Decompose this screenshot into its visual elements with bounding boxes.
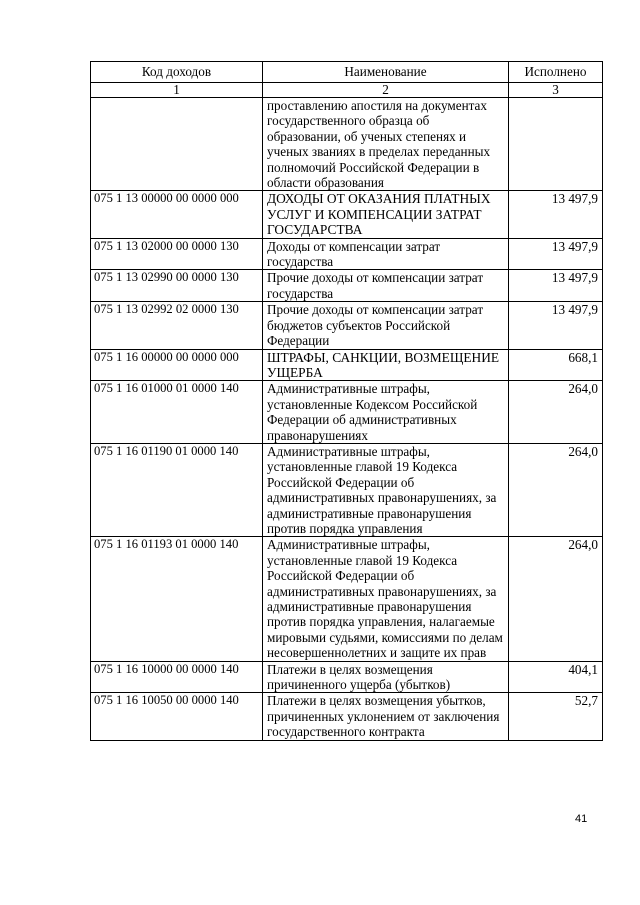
header-executed: Исполнено xyxy=(509,62,603,83)
table-row xyxy=(91,381,603,444)
revenue-name: ДОХОДЫ ОТ ОКАЗАНИЯ ПЛАТНЫХ УСЛУГ И КОМПЕНСАЦИИ ЗАТРАТ ГОСУДАРСТВА xyxy=(263,191,509,238)
table-row xyxy=(91,661,603,693)
table-row xyxy=(91,270,603,302)
revenue-name: Административные штрафы, установленные главой 19 Кодекса Российской Федерации об административных правонарушениях, за административные правонарушения против порядка управления, налагаемые мировыми судьями, комиссиями по делам несовершеннолетних и защите их прав xyxy=(263,537,509,661)
revenue-name: Платежи в целях возмещения убытков, причиненных уклонением от заключения государственного контракта xyxy=(263,693,509,740)
revenue-code: 075 1 13 02992 02 0000 130 xyxy=(91,302,263,349)
header-name: Наименование xyxy=(263,62,509,83)
executed-amount: 264,0 xyxy=(509,381,603,444)
executed-amount: 13 497,9 xyxy=(509,238,603,270)
revenue-code: 075 1 13 00000 00 0000 000 xyxy=(91,191,263,238)
revenue-name: проставлению апостиля на документах государственного образца об образовании, об ученых степенях и ученых званиях в пределах переданных полномочий Российской Федерации в области образования xyxy=(263,98,509,191)
revenue-name: Платежи в целях возмещения причиненного ущерба (убытков) xyxy=(263,661,509,693)
table-row xyxy=(91,349,603,381)
table-header-row xyxy=(91,62,603,83)
revenue-code: 075 1 16 01190 01 0000 140 xyxy=(91,443,263,536)
revenue-code: 075 1 13 02990 00 0000 130 xyxy=(91,270,263,302)
revenue-name: Прочие доходы от компенсации затрат государства xyxy=(263,270,509,302)
executed-amount xyxy=(509,98,603,191)
header-code: Код доходов xyxy=(91,62,263,83)
executed-amount: 13 497,9 xyxy=(509,270,603,302)
table-row xyxy=(91,191,603,238)
table-row xyxy=(91,98,603,191)
revenue-code: 075 1 16 10050 00 0000 140 xyxy=(91,693,263,740)
column-number: 2 xyxy=(263,83,509,98)
table-row xyxy=(91,238,603,270)
revenue-name: Доходы от компенсации затрат государства xyxy=(263,238,509,270)
column-number: 3 xyxy=(509,83,603,98)
revenue-code: 075 1 16 01193 01 0000 140 xyxy=(91,537,263,661)
executed-amount: 13 497,9 xyxy=(509,191,603,238)
page-number: 41 xyxy=(575,813,588,825)
revenue-code xyxy=(91,98,263,191)
table-row xyxy=(91,537,603,661)
executed-amount: 264,0 xyxy=(509,443,603,536)
executed-amount: 264,0 xyxy=(509,537,603,661)
revenue-name: Административные штрафы, установленные Кодексом Российской Федерации об административных правонарушениях xyxy=(263,381,509,444)
table-row xyxy=(91,693,603,740)
executed-amount: 13 497,9 xyxy=(509,302,603,349)
executed-amount: 404,1 xyxy=(509,661,603,693)
revenue-name: Прочие доходы от компенсации затрат бюджетов субъектов Российской Федерации xyxy=(263,302,509,349)
executed-amount: 52,7 xyxy=(509,693,603,740)
revenue-code: 075 1 16 00000 00 0000 000 xyxy=(91,349,263,381)
table-row xyxy=(91,443,603,536)
column-number-row xyxy=(91,83,603,98)
table-row xyxy=(91,302,603,349)
revenue-code: 075 1 16 10000 00 0000 140 xyxy=(91,661,263,693)
revenue-code: 075 1 13 02000 00 0000 130 xyxy=(91,238,263,270)
revenue-code: 075 1 16 01000 01 0000 140 xyxy=(91,381,263,444)
revenue-name: Административные штрафы, установленные главой 19 Кодекса Российской Федерации об административных правонарушениях, за административные правонарушения против порядка управления xyxy=(263,443,509,536)
revenue-name: ШТРАФЫ, САНКЦИИ, ВОЗМЕЩЕНИЕ УЩЕРБА xyxy=(263,349,509,381)
column-number: 1 xyxy=(91,83,263,98)
executed-amount: 668,1 xyxy=(509,349,603,381)
revenue-table xyxy=(90,61,603,741)
